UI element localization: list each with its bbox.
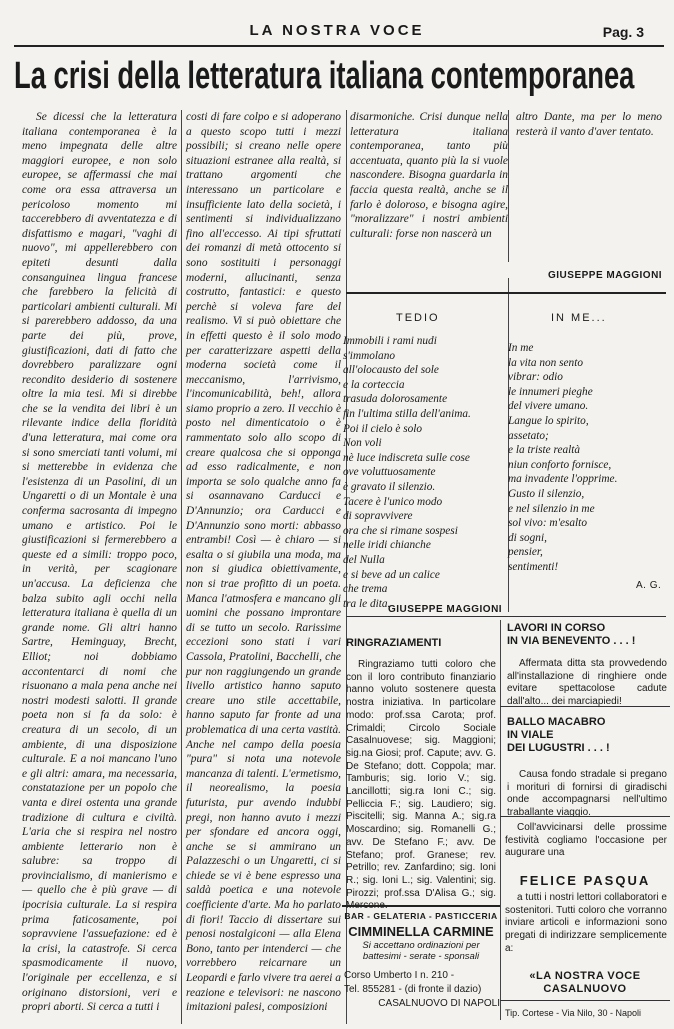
poem-tedio-line: trasuda dolorosamente [343, 393, 448, 406]
section-rule [500, 706, 670, 707]
poem-tedio-line: è gravato il silenzio. [343, 480, 436, 493]
ad-address: Corso Umberto I n. 210 - [344, 970, 455, 981]
auguri-intro: Coll'avvicinarsi delle prossime festività cogliamo l'occasione per augurare una [505, 822, 667, 859]
article-text: Se dicessi che la letteratura italiana contemporanea è la meno impegnata delle altre maggiori europee, e non solo europee, se affermassi che mai come ora essa attraversa un pericoloso momento mi taccerebbero di avventatezza e di disfattismo e magari, "vaghi di nuovo", mi appellerebbero con epiteti desunti dalla consanguinea lingua francese che farebbero la felicità di particolari ambienti culturali. Mi si parerebbero addosso, da una parte dei più, prove, giustificazioni, dati di fatto che dovrebbero paralizzare ogni recondito desiderio di sostenere oltre la mia tesi. Mi si direbbe che se la vendita dei libri è un rilevante indice della floridità d'una letteratura, mai come ora si sono smerciati tanti volumi, mi si metterebbe in evidenza che l'esistenza di un Pasolini, di un Ungaretti o di un Montale è una conferma sacrosanta di impegno umano e artistico. Poi le giustificazioni si fermerebbero a queste ed a simili: troppo poco, in verità, per scagionare un'accusa. La deficienza che balza subito agli occhi nella letteratura italiana è quella di un grande nome. Gli altri hanno Sartre, Heminguay, Brecht, Elliot; noi dobbiamo accontentarci di nomi che risuonano a mala pena anche nei nostri modesti salotti. Il grande poeta non si fa da solo: è creatura di un secolo, di un ambiente, di una disposizione culturale. E a noi mancano l'uno e gli altri: amara, ma necessaria, constatazione per un popolo che vanta e direi ostenta una grande tradizione di cultura e civiltà. L'aria che si respira nel nostro ambiente letterario non è salubre: sa troppo di provincialismo, di manierismo e — quello che è più grave — di ipocrisia culturale. La si respira prima faticosamente, poi sopravviene l'assuefazione: ed è la crisi, la catastrofe. Si cerca spasmodicamente il nuovo, l'originale per eccellenza, e si originano distorsioni, veri e propri aborti. Si cerca a tutti i [22, 111, 177, 1014]
poem-tedio-line: s'immolano [343, 349, 395, 362]
ballo-title: BALLO MACABRO IN VIALE DEI LUGUSTRI . . . ! [507, 716, 610, 754]
poem-title-in-me: IN ME... [551, 312, 607, 324]
printer-credit: Tip. Cortese - Via Nilo, 30 - Napoli [505, 1008, 642, 1018]
poem-in-me-line: ma invadente l'opprime. [508, 473, 618, 486]
article-signature: GIUSEPPE MAGGIONI [548, 270, 663, 281]
poem-in-me-line: del vivere umano. [508, 400, 589, 413]
article-column-1 [22, 110, 177, 1024]
poem-tedio-line: nè luce indiscreta sulle cose [343, 451, 470, 464]
ad-city: CASALNUOVO DI NAPOLI [378, 998, 500, 1009]
column-rule [508, 110, 509, 262]
section-rule [346, 292, 666, 294]
poem-tedio-line: e si beve ad un calice [343, 568, 440, 581]
poem-tedio-line: all'olocausto del sole [343, 364, 439, 377]
poem-tedio-signature: GIUSEPPE MAGGIONI [388, 604, 503, 615]
article-text: altro Dante, ma per lo meno resterà il vanto d'aver tentato. [516, 111, 662, 138]
poem-in-me-line: la vita non sento [508, 356, 583, 369]
section-rule [500, 816, 670, 817]
poem-in-me-line: assetato; [508, 429, 549, 442]
article-column-3 [350, 110, 508, 255]
auguri-text: a tutti i nostri lettori collaboratori e sostenitori. Tutti coloro che vorranno inviare articoli e informazioni sono pregati di indirizzare semplicemente a: [505, 892, 667, 954]
article-text: costi di fare colpo e si adoperano a questo scopo tutti i mezzi possibili; si creano nelle opere situazioni estranee alla realtà, si trattano argomenti che interessano un particolare e insufficiente lato della società, i sentimenti si individualizzano fino all'eccesso. Ai tipi sfruttati dei romanzi di metà ottocento si sono sostituiti i personaggi moderni, allucinanti, senza costrutto, fantastici: e questo perchè si voleva fare del realismo. Vi si può obiettare che in effetti questo è il solo modo per caratterizzare aspetti della moderna società come il meccanismo, l'arrivismo, l'incomunicabilità, beh!, allora siamo proprio a zero. Il vecchio è posto nel dimenticatoio o è rammentato solo allo scopo di creare qualcosa che si opponga ad esso radicalmente, e non importa se solo qualche anno fa si osannavano Carducci e D'Annunzio; ora Carducci e D'Annunzio sono morti: abbasso entrambi! Così — è chiaro — si esalta o si giubila una moda, ma non si giudica obiettivamente, non si trae profitto di un poeta. Manca l'atmosfera e mancano gli uomini che possano improntare di se tutto un secolo. Rarissime eccezioni sono stati i vari Cassola, Pratolini, Bacchelli, che pur non raggiungendo un grande livello artistico hanno saputo creare uno stile accettabile, hanno saputo far fronte ad una problematica di una certa vastità. Anche nel campo della poesia "pura" si nota una notevole mancanza di talenti. L'ermetismo, il neorealismo, la poesia futurista, pur avendo indubbi pregi, non hanno avuto i mezzi per sfondare ed ancora oggi, anche se si ammirano un Palazzeschi o un Ungaretti, ci si chiede se vi è bene espresso una saldà poetica e una notevole coefficiente d'arte. Ma ho parlato di fiori! Taccio di dissertare sui penosi nostalgiconi — alla Elena Bono, tanto per intenderci — che vorrebbero reicarnare un Leopardi e farlo vivere tra aerei a reazione e televisori: ne nascono imitazioni palesi, composizioni [186, 111, 342, 1014]
poem-tedio-line: ove voluttuosamente [343, 466, 436, 479]
ad-phone: Tel. 855281 - (di fronte il dazio) [344, 984, 482, 995]
ad-tagline: Si accettano ordinazioni per battesimi - serate - sponsali [362, 940, 480, 962]
poem-tedio-line: Immobili i rami nudi [343, 335, 437, 347]
lavori-text: Affermata ditta sta provvedendo all'installazione di ringhiere onde evitare spettacolose cadute dall'alto... dei marciapiedi! [507, 658, 667, 708]
poem-tedio-line: e la corteccia [343, 378, 405, 391]
poem-in-me-line: e la triste realtà [508, 444, 581, 457]
ad-business-name: CIMMINELLA CARMINE [348, 924, 494, 939]
poem-in-me-line: vibrar: odio [508, 371, 563, 384]
poem-in-me-line: le innumeri pieghe [508, 385, 593, 398]
column-rule [500, 620, 501, 1020]
lavori-title: LAVORI IN CORSO IN VIA BENEVENTO . . . ! [507, 622, 636, 647]
poem-tedio-line: che trema [343, 583, 388, 596]
ringraziamenti-text: Ringraziamo tutti coloro che con il loro contributo finanziario hanno voluto sostenere questa nostra iniziativa. In particolare modo: prof.ssa Carota; prof. Crimaldi; Circolo Sociale Casalnuovese; sig. Maggioni; sig.na Giosi; prof. Capute; avv. G. De Stefano; dott. Coppola; mar. Tamburis; sig. Iorio V.; sig. Lancillotti; sig.ra Ioni C.; sig. Pelliccia F.; sig. Laudiero; sig. Piscitelli; sig. Manna A.; sig.ra Moscardino; sig. Romanelli G.; avv. De Stefano F.; avv. De Stefano; prof. Granese; rev. Petrillo; rev. Zanfardino; sig. Ioni R.; sig. Ioni L.; sig. Valentini; sig. Pirozzi; prof.ssa D'Alisa G.; sig. Mercone. [346, 659, 496, 912]
poem-in-me-line: niun conforto fornisce, [508, 458, 612, 471]
felice-pasqua: FELICE PASQUA [519, 873, 651, 888]
poem-in-me-line: sentimenti! [508, 560, 559, 573]
poem-tedio-line: ora che si rimane sospesi [343, 524, 458, 537]
auguri-address: «LA NOSTRA VOCE CASALNUOVO [529, 970, 641, 995]
poem-in-me-signature: A. G. [636, 580, 662, 591]
newspaper-name: LA NOSTRA VOCE [249, 22, 425, 39]
poem-tedio-line: del Nulla [343, 553, 385, 566]
poem-tedio-line: fin l'ultima stilla dell'anima. [343, 407, 471, 420]
header-rule [14, 45, 664, 47]
poem-in-me-line: Langue lo spirito, [508, 414, 589, 427]
poem-tedio-line: Non voli [343, 437, 382, 450]
column-rule [181, 110, 182, 1024]
poem-in-me-line: In me [508, 342, 534, 354]
headline: La crisi della letteratura italiana contemporanea [14, 55, 635, 97]
poem-tedio-line: nelle iridi chianche [343, 539, 431, 552]
poem-tedio-line: tra le dita. [343, 597, 391, 610]
poem-tedio [343, 334, 503, 611]
poem-in-me-line: di sogni, [508, 531, 547, 544]
article-column-2 [186, 110, 341, 1024]
poem-tedio-line: Poi il cielo è solo [343, 422, 423, 435]
section-rule [500, 1000, 670, 1001]
ad-category: BAR - GELATERIA - PASTICCERIA [344, 911, 498, 921]
poem-in-me-line: sol vivo: m'esalto [508, 517, 587, 530]
section-rule [346, 616, 666, 617]
article-text: disarmoniche. Crisi dunque nella letteratura italiana contemporanea, tanto più accentuata, quanto più la si vuole nascondere. Bisogna guardarla in faccia questa realtà, anche se il farlo è doloroso, e bisogna agire, "moralizzare" i nostri ambienti culturali: forse non nascerà un [350, 111, 508, 240]
poem-in-me-line: e nel silenzio in me [508, 502, 595, 515]
article-column-4 [516, 110, 662, 255]
poem-in-me-line: Gusto il silenzio, [508, 487, 585, 500]
poem-tedio-line: di sopravvivere [343, 510, 413, 523]
poem-in-me [508, 341, 658, 575]
poem-tedio-line: Tacere è l'unico modo [343, 495, 443, 508]
poem-in-me-line: pensier, [508, 546, 543, 559]
poem-title-tedio: TEDIO [396, 312, 440, 324]
ringraziamenti-title: RINGRAZIAMENTI [346, 637, 442, 649]
ad-rule [342, 905, 500, 907]
page-number: Pag. 3 [602, 24, 644, 40]
ballo-text: Causa fondo stradale si pregano i morituri di fornirsi di giradischi onde accompagnarsi nell'ultimo traballante viaggio. [507, 769, 667, 819]
